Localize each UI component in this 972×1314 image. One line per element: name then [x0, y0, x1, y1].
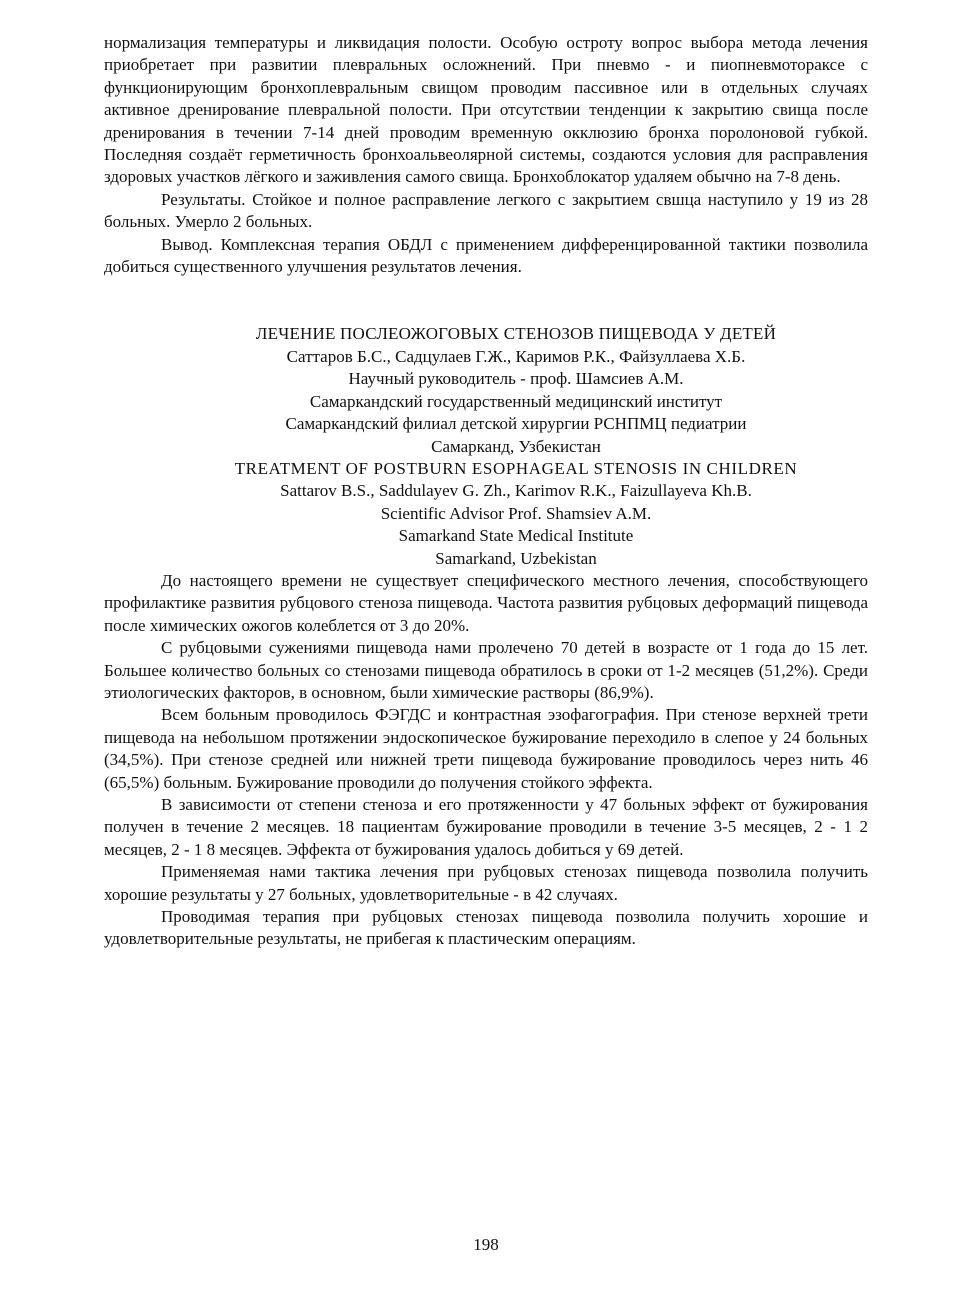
body-paragraph-4: В зависимости от степени стеноза и его протяженности у 47 больных эффект от бужирования получен в течение 2 месяцев. 18 пациентам бужирование проводили в течение 3-5 месяцев, 2 - 1 2 месяцев, 2 - 1 8 месяцев. Эффекта от бужирования удалось добиться у 69 детей.: [104, 795, 868, 859]
article-title-en: TREATMENT OF POSTBURN ESOPHAGEAL STENOSIS IN CHILDREN: [234, 458, 798, 478]
article-header: [164, 323, 868, 569]
authors-ru: Саттаров Б.С., Садцулаев Г.Ж., Каримов Р.К., Файзуллаева Х.Б.: [286, 346, 746, 366]
page-number: 198: [473, 1235, 499, 1254]
body-paragraph-5: Применяемая нами тактика лечения при рубцовых стенозах пищевода позволила получить хорошие результаты у 27 больных, удовлетворительные - в 42 случаях.: [104, 862, 868, 904]
branch-ru: Самаркандский филиал детской хирургии РСНПМЦ педиатрии: [285, 414, 747, 434]
advisor-en: Scientific Advisor Prof. Shamsiev A.M.: [380, 503, 652, 523]
institute-en: Samarkand State Medical Institute: [398, 526, 634, 546]
results-paragraph: Результаты. Стойкое и полное расправление легкого с закрытием свшца наступило у 19 из 28 больных. Умерло 2 больных.: [104, 189, 868, 232]
body-paragraph-2: С рубцовыми сужениями пищевода нами пролечено 70 детей в возрасте от 1 года до 15 лет. Большее количество больных со стенозами пищевода обратилось в сроки от 1-2 месяцев (51,2%). Среди этиологических факторов, в основном, были химические растворы (86,9%).: [104, 638, 868, 702]
conclusion-paragraph: Вывод. Комплексная терапия ОБДЛ с применением дифференцированной тактики позволила добиться существенного улучшения результатов лечения.: [104, 234, 868, 277]
continuation-paragraph-1: нормализация температуры и ликвидация полости. Особую остроту вопрос выбора метода лечения приобретает при развитии плевральных осложнений. При пневмо - и пиопневмотораксе с функционирующим бронхоплевральным свищом проводим пассивное или в отдельных случаях активное дренирование плевральной полости. При отсутствии тенденции к закрытию свища после дренирования в течении 7-14 дней проводим временную окклюзию бронха поролоновой губкой. Последняя создаёт герметичность бронхоальвеолярной системы, создаются условия для расправления здоровых участков лёгкого и заживления самого свища. Бронхоблокатор удаляем обычно на 7-8 день.: [104, 33, 868, 187]
article-title-ru: ЛЕЧЕНИЕ ПОСЛЕОЖОГОВЫХ СТЕНОЗОВ ПИЩЕВОДА У ДЕТЕЙ: [255, 324, 777, 344]
advisor-ru: Научный руководитель - проф. Шамсиев А.М.: [348, 369, 684, 389]
body-paragraph-1: До настоящего времени не существует специфического местного лечения, способствующего профилактике развития рубцового стеноза пищевода. Частота развития рубцовых деформаций пищевода после химических ожогов колеблется от 3 до 20%.: [104, 570, 868, 635]
page-content: [104, 32, 868, 951]
authors-en: Sattarov B.S., Saddulayev G. Zh., Karimov R.K., Faizullayeva Kh.B.: [280, 481, 752, 501]
institute-ru: Самаркандский государственный медицинский институт: [309, 391, 723, 411]
body-paragraph-6: Проводимая терапия при рубцовых стенозах пищевода позволила получить хорошие и удовлетворительные результаты, не прибегая к пластическим операциям.: [104, 907, 868, 949]
city-ru: Самарканд, Узбекистан: [431, 436, 601, 456]
city-en: Samarkand, Uzbekistan: [435, 548, 597, 568]
body-paragraph-3: Всем больным проводилось ФЭГДС и контрастная эзофагография. При стенозе верхней трети пищевода на небольшом протяжении эндоскопическое бужирование переходило в слепое у 24 больных (34,5%). При стенозе средней или нижней трети пищевода бужирование проводилось через нить 46 (65,5%) больным. Бужирование проводили до получения стойкого эффекта.: [104, 705, 868, 792]
